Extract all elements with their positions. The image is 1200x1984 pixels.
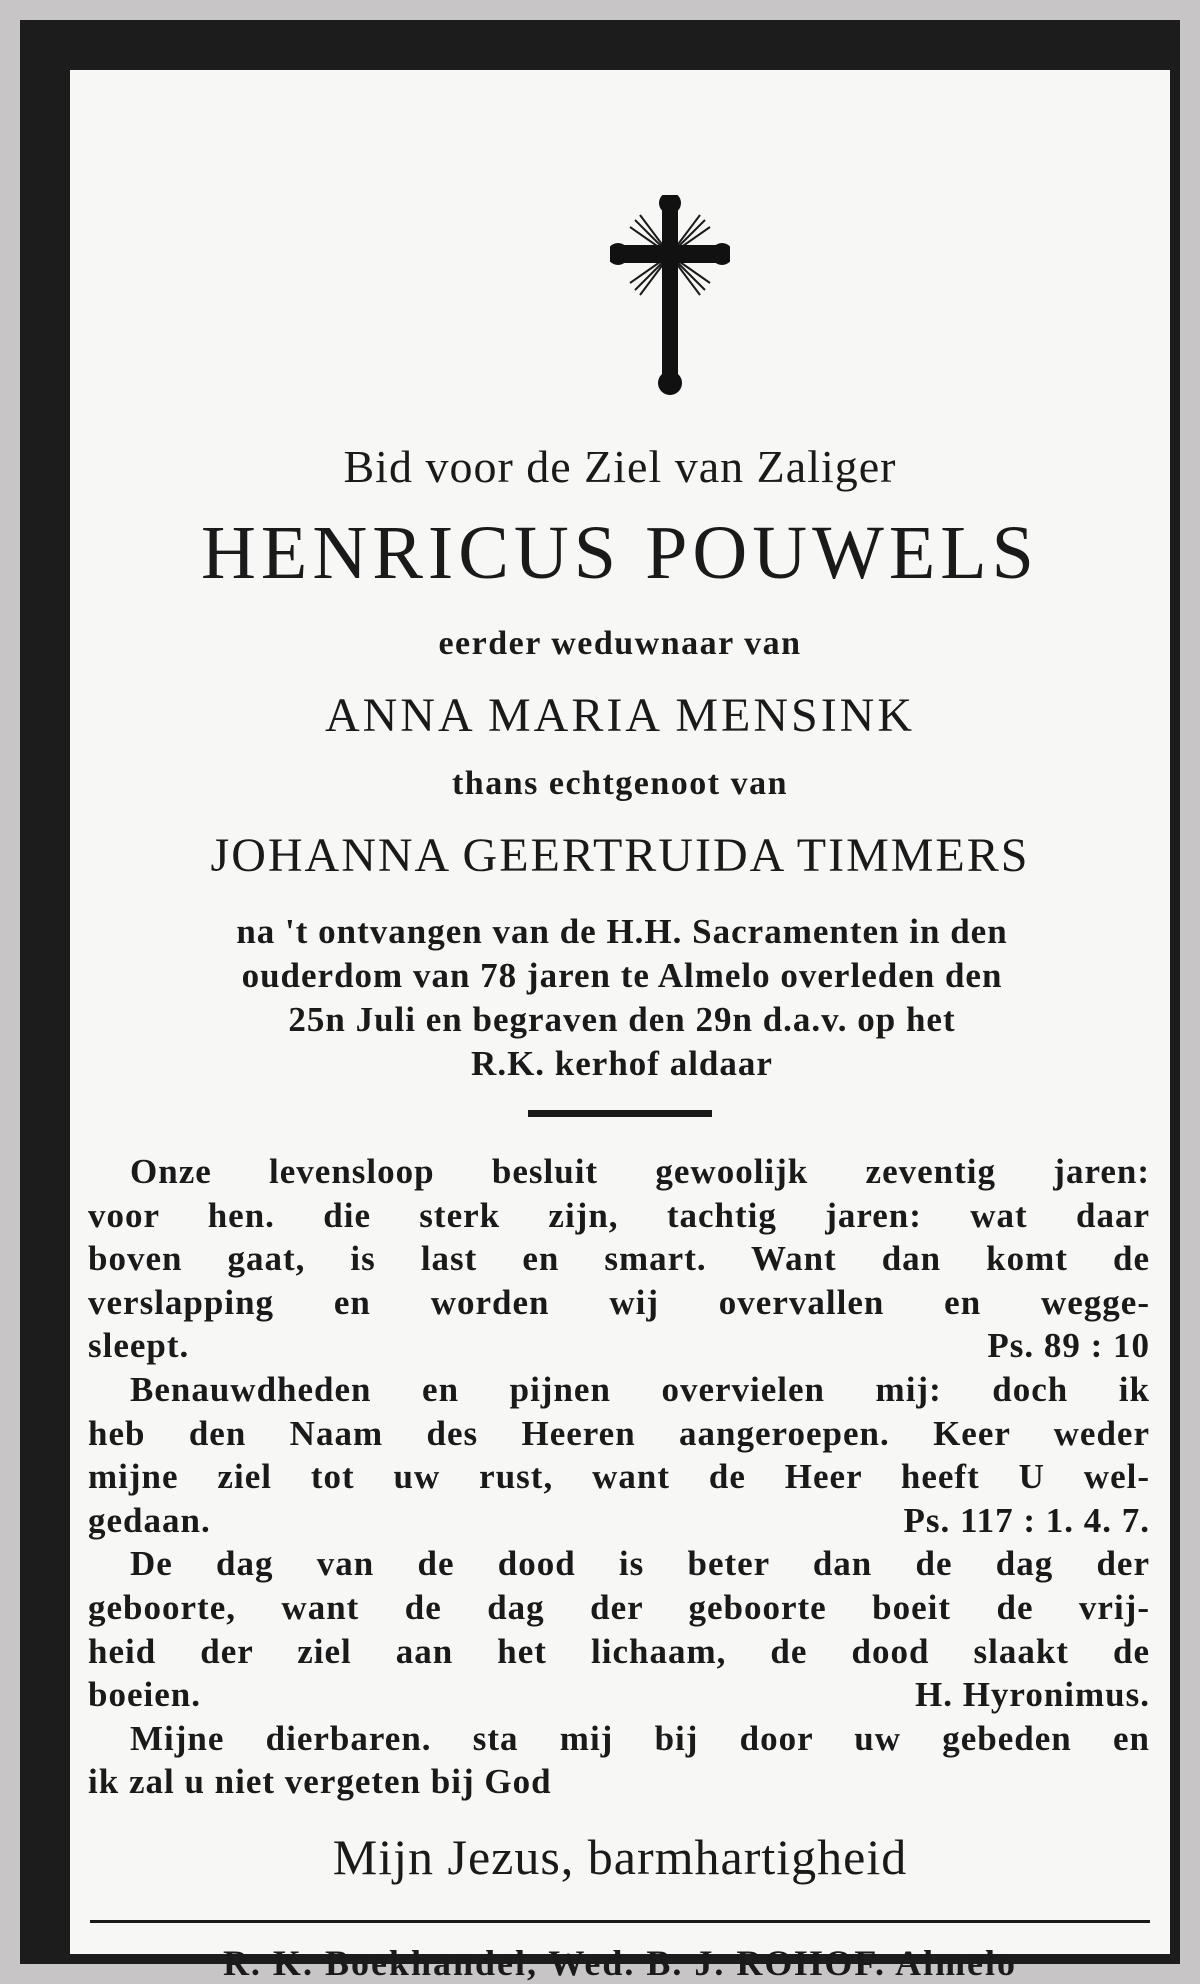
verse-line: Onze levensloop besluit gewoolijk zeventig jaren: [130, 1152, 1150, 1191]
verse-line: ik zal u niet vergeten bij God [88, 1762, 552, 1802]
verses-block [88, 1150, 1150, 1804]
divider [90, 1920, 1150, 1923]
verse-text: boeien. [88, 1675, 201, 1715]
verse-line: heb den Naam des Heeren aangeroepen. Keer weder [88, 1413, 1150, 1453]
intro-line: Bid voor de Ziel van Zaliger [343, 441, 897, 492]
verse-text: gedaan. [88, 1500, 211, 1540]
death-details [132, 910, 1112, 1086]
verse-line: mijne ziel tot uw rust, want de Heer heeft U wel- [88, 1457, 1150, 1497]
details-line: ouderdom van 78 jaren te Almelo overleden den [241, 956, 1003, 995]
deceased-name: HENRICUS POUWELS [201, 511, 1039, 595]
verse-line: Benauwdheden en pijnen overvielen mij: doch ik [130, 1369, 1150, 1409]
details-line: 25n Juli en begraven den 29n d.a.v. op het [288, 1000, 956, 1039]
second-wife-name: JOHANNA GEERTRUIDA TIMMERS [210, 829, 1030, 882]
verse-line [88, 1673, 1150, 1717]
verse-line [88, 1324, 1150, 1368]
verse-text: sleept. [88, 1326, 190, 1366]
verse-reference: Ps. 117 : 1. 4. 7. [903, 1500, 1150, 1540]
verse-line: De dag van de dood is beter dan de dag der [130, 1544, 1150, 1584]
verse-line: voor hen. die sterk zijn, tachtig jaren: wat daar [88, 1195, 1150, 1235]
card-border [20, 20, 1180, 1983]
widower-label: eerder weduwnaar van [438, 625, 802, 662]
verse-line: boven gaat, is last en smart. Want dan komt de [88, 1239, 1150, 1279]
closing-prayer: Mijn Jezus, barmhartigheid [332, 1829, 908, 1885]
verse-reference: H. Hyronimus. [914, 1675, 1150, 1715]
spouse-label: thans echtgenoot van [451, 765, 789, 802]
details-line: R.K. kerhof aldaar [471, 1044, 773, 1083]
verse-line: Mijne dierbaren. sta mij bij door uw gebeden en [130, 1718, 1150, 1758]
cross-with-rays-icon [610, 195, 730, 395]
divider [528, 1110, 712, 1117]
verse-line [88, 1499, 1150, 1543]
first-wife-name: ANNA MARIA MENSINK [324, 689, 916, 742]
verse-reference: Ps. 89 : 10 [987, 1326, 1150, 1366]
details-line: na 't ontvangen van de H.H. Sacramenten in den [236, 912, 1008, 951]
verse-line: geboorte, want de dag der geboorte boeit de vrij- [88, 1587, 1150, 1627]
verse-line: verslapping en worden wij overvallen en wegge- [88, 1282, 1150, 1322]
memorial-card [70, 70, 1170, 1983]
verse-line: heid der ziel aan het lichaam, de dood slaakt de [88, 1631, 1150, 1671]
printer-imprint: R. K. Boekhandel, Wed. B. J. ROHOF. Almelo [222, 1943, 1018, 1983]
